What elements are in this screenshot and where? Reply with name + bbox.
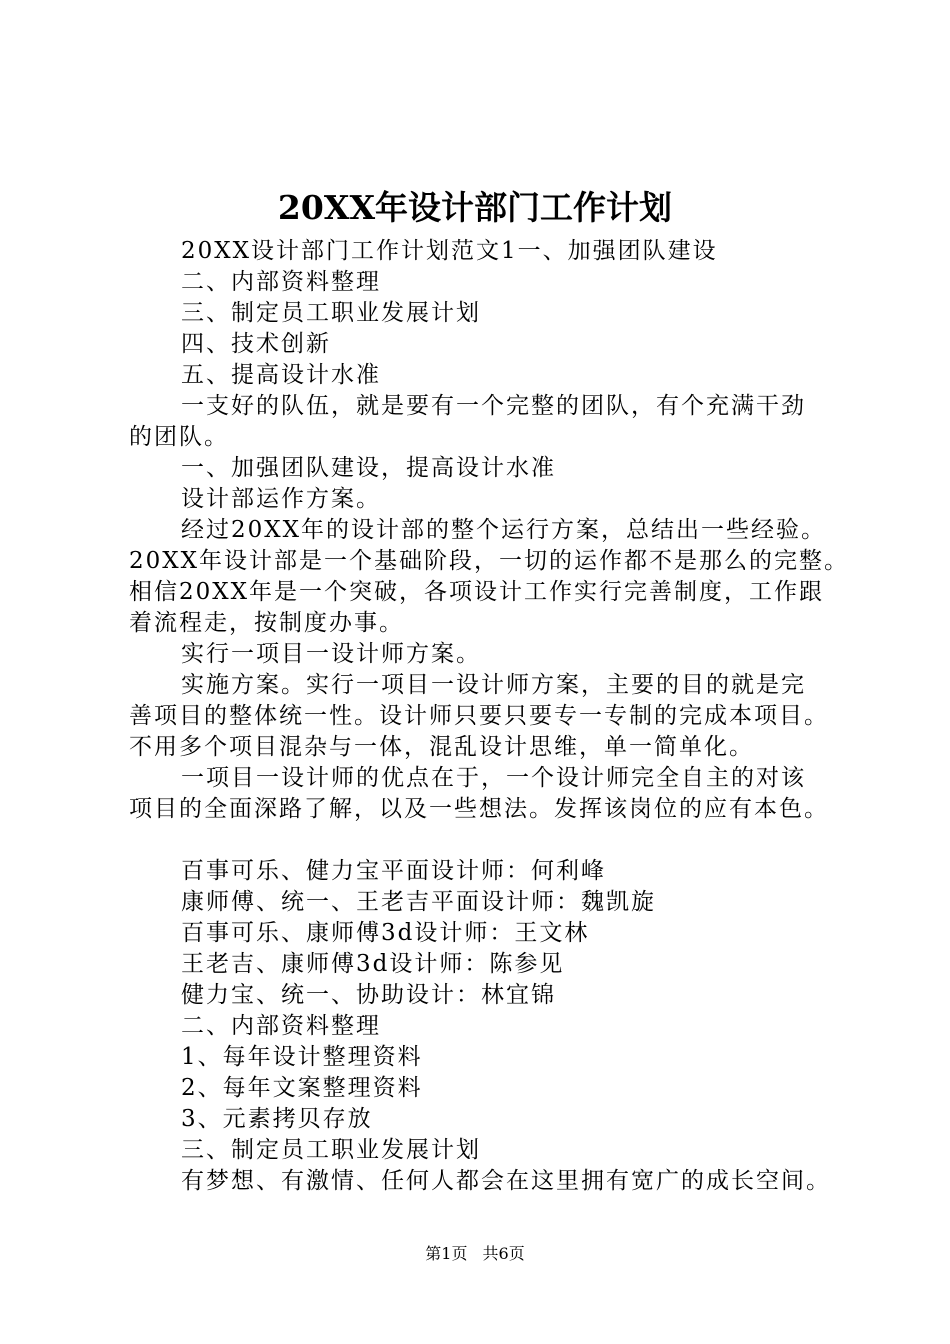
paragraph-line: 2、每年文案整理资料 — [181, 1075, 423, 1101]
paragraph-line: 有梦想、有激情、任何人都会在这里拥有宽广的成长空间。 — [181, 1168, 831, 1194]
paragraph-line: 1、每年设计整理资料 — [181, 1044, 423, 1070]
paragraph-line: 百事可乐、健力宝平面设计师：何利峰 — [181, 858, 606, 884]
paragraph-line: 康师傅、统一、王老吉平面设计师：魏凯旋 — [181, 889, 656, 915]
paragraph-line: 20XX设计部门工作计划范文1一、加强团队建设 — [181, 238, 718, 264]
paragraph-line: 王老吉、康师傅3d设计师：陈参见 — [181, 951, 565, 977]
paragraph-line: 三、制定员工职业发展计划 — [181, 300, 481, 326]
paragraph-line: 一、加强团队建设，提高设计水准 — [181, 455, 556, 481]
paragraph-line: 相信20XX年是一个突破，各项设计工作实行完善制度，工作跟 — [129, 579, 825, 605]
paragraph-line: 四、技术创新 — [181, 331, 331, 357]
paragraph-line: 3、元素拷贝存放 — [181, 1106, 373, 1132]
paragraph-line: 一支好的队伍，就是要有一个完整的团队，有个充满干劲 — [181, 393, 806, 419]
paragraph-line: 实行一项目一设计师方案。 — [181, 641, 481, 667]
paragraph-line: 二、内部资料整理 — [181, 269, 381, 295]
paragraph-line: 的团队。 — [129, 424, 229, 450]
paragraph-line: 一项目一设计师的优点在于，一个设计师完全自主的对该 — [181, 765, 806, 791]
paragraph-line: 项目的全面深路了解，以及一些想法。发挥该岗位的应有本色。 — [129, 796, 829, 822]
blank-line — [129, 825, 849, 856]
paragraph-line: 设计部运作方案。 — [181, 486, 381, 512]
paragraph-line: 二、内部资料整理 — [181, 1013, 381, 1039]
document-body — [129, 236, 849, 1197]
paragraph-line: 不用多个项目混杂与一体，混乱设计思维，单一简单化。 — [129, 734, 754, 760]
document-title: 20XX年设计部门工作计划 — [277, 188, 673, 227]
page-footer — [0, 1243, 950, 1265]
paragraph-line: 三、制定员工职业发展计划 — [181, 1137, 481, 1163]
page-number: 第1页 — [425, 1244, 468, 1263]
paragraph-line: 五、提高设计水准 — [181, 362, 381, 388]
paragraph-line: 实施方案。实行一项目一设计师方案，主要的目的就是完 — [181, 672, 806, 698]
paragraph-line: 百事可乐、康师傅3d设计师：王文林 — [181, 920, 590, 946]
paragraph-line: 20XX年设计部是一个基础阶段，一切的运作都不是那么的完整。 — [129, 548, 850, 574]
paragraph-line: 着流程走，按制度办事。 — [129, 610, 404, 636]
paragraph-line: 健力宝、统一、协助设计：林宜锦 — [181, 982, 556, 1008]
paragraph-line: 善项目的整体统一性。设计师只要只要专一专制的完成本项目。 — [129, 703, 829, 729]
paragraph-line: 经过20XX年的设计部的整个运行方案，总结出一些经验。 — [181, 517, 827, 543]
page-total: 共6页 — [482, 1244, 525, 1263]
